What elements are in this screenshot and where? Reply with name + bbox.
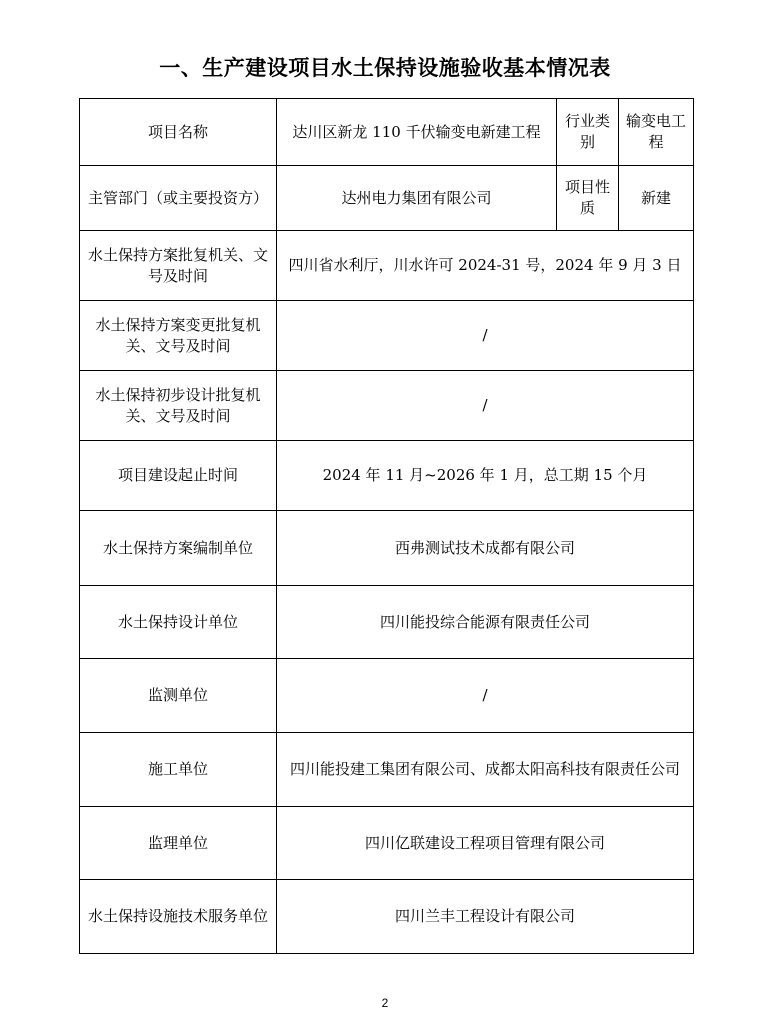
construction-period-value: 2024 年 11 月~2026 年 1 月，总工期 15 个月 — [277, 441, 694, 511]
monitoring-unit-label: 监测单位 — [80, 659, 277, 733]
plan-approval-value: 四川省水利厅，川水许可 2024-31 号，2024 年 9 月 3 日 — [277, 231, 694, 301]
table-row — [80, 99, 694, 166]
table-row — [80, 166, 694, 231]
table-row — [80, 441, 694, 511]
design-unit-value: 四川能投综合能源有限责任公司 — [277, 586, 694, 659]
table-row — [80, 301, 694, 371]
nature-label: 项目性质 — [557, 166, 619, 231]
table-row — [80, 807, 694, 880]
plan-approval-label: 水土保持方案批复机关、文号及时间 — [80, 231, 277, 301]
industry-label: 行业类别 — [557, 99, 619, 166]
plan-compiler-value: 西弗测试技术成都有限公司 — [277, 511, 694, 586]
preliminary-design-approval-value: / — [277, 371, 694, 441]
basic-info-table — [79, 98, 694, 954]
table-row — [80, 659, 694, 733]
authority-value: 达州电力集团有限公司 — [277, 166, 557, 231]
project-name-value: 达川区新龙 110 千伏输变电新建工程 — [277, 99, 557, 166]
table-row — [80, 231, 694, 301]
table-row — [80, 371, 694, 441]
plan-compiler-label: 水土保持方案编制单位 — [80, 511, 277, 586]
construction-unit-value: 四川能投建工集团有限公司、成都太阳高科技有限责任公司 — [277, 733, 694, 807]
page-number: 2 — [381, 996, 389, 1010]
supervision-unit-value: 四川亿联建设工程项目管理有限公司 — [277, 807, 694, 880]
design-unit-label: 水土保持设计单位 — [80, 586, 277, 659]
industry-value: 输变电工程 — [619, 99, 694, 166]
monitoring-unit-value: / — [277, 659, 694, 733]
table-title: 一、生产建设项目水土保持设施验收基本情况表 — [159, 56, 611, 80]
nature-value: 新建 — [619, 166, 694, 231]
supervision-unit-label: 监理单位 — [80, 807, 277, 880]
authority-label: 主管部门（或主要投资方） — [80, 166, 277, 231]
tech-service-unit-value: 四川兰丰工程设计有限公司 — [277, 880, 694, 954]
preliminary-design-approval-label: 水土保持初步设计批复机关、文号及时间 — [80, 371, 277, 441]
table-row — [80, 880, 694, 954]
table-row — [80, 586, 694, 659]
construction-period-label: 项目建设起止时间 — [80, 441, 277, 511]
project-name-label: 项目名称 — [80, 99, 277, 166]
table-row — [80, 733, 694, 807]
tech-service-unit-label: 水土保持设施技术服务单位 — [80, 880, 277, 954]
construction-unit-label: 施工单位 — [80, 733, 277, 807]
plan-change-approval-label: 水土保持方案变更批复机关、文号及时间 — [80, 301, 277, 371]
plan-change-approval-value: / — [277, 301, 694, 371]
table-row — [80, 511, 694, 586]
